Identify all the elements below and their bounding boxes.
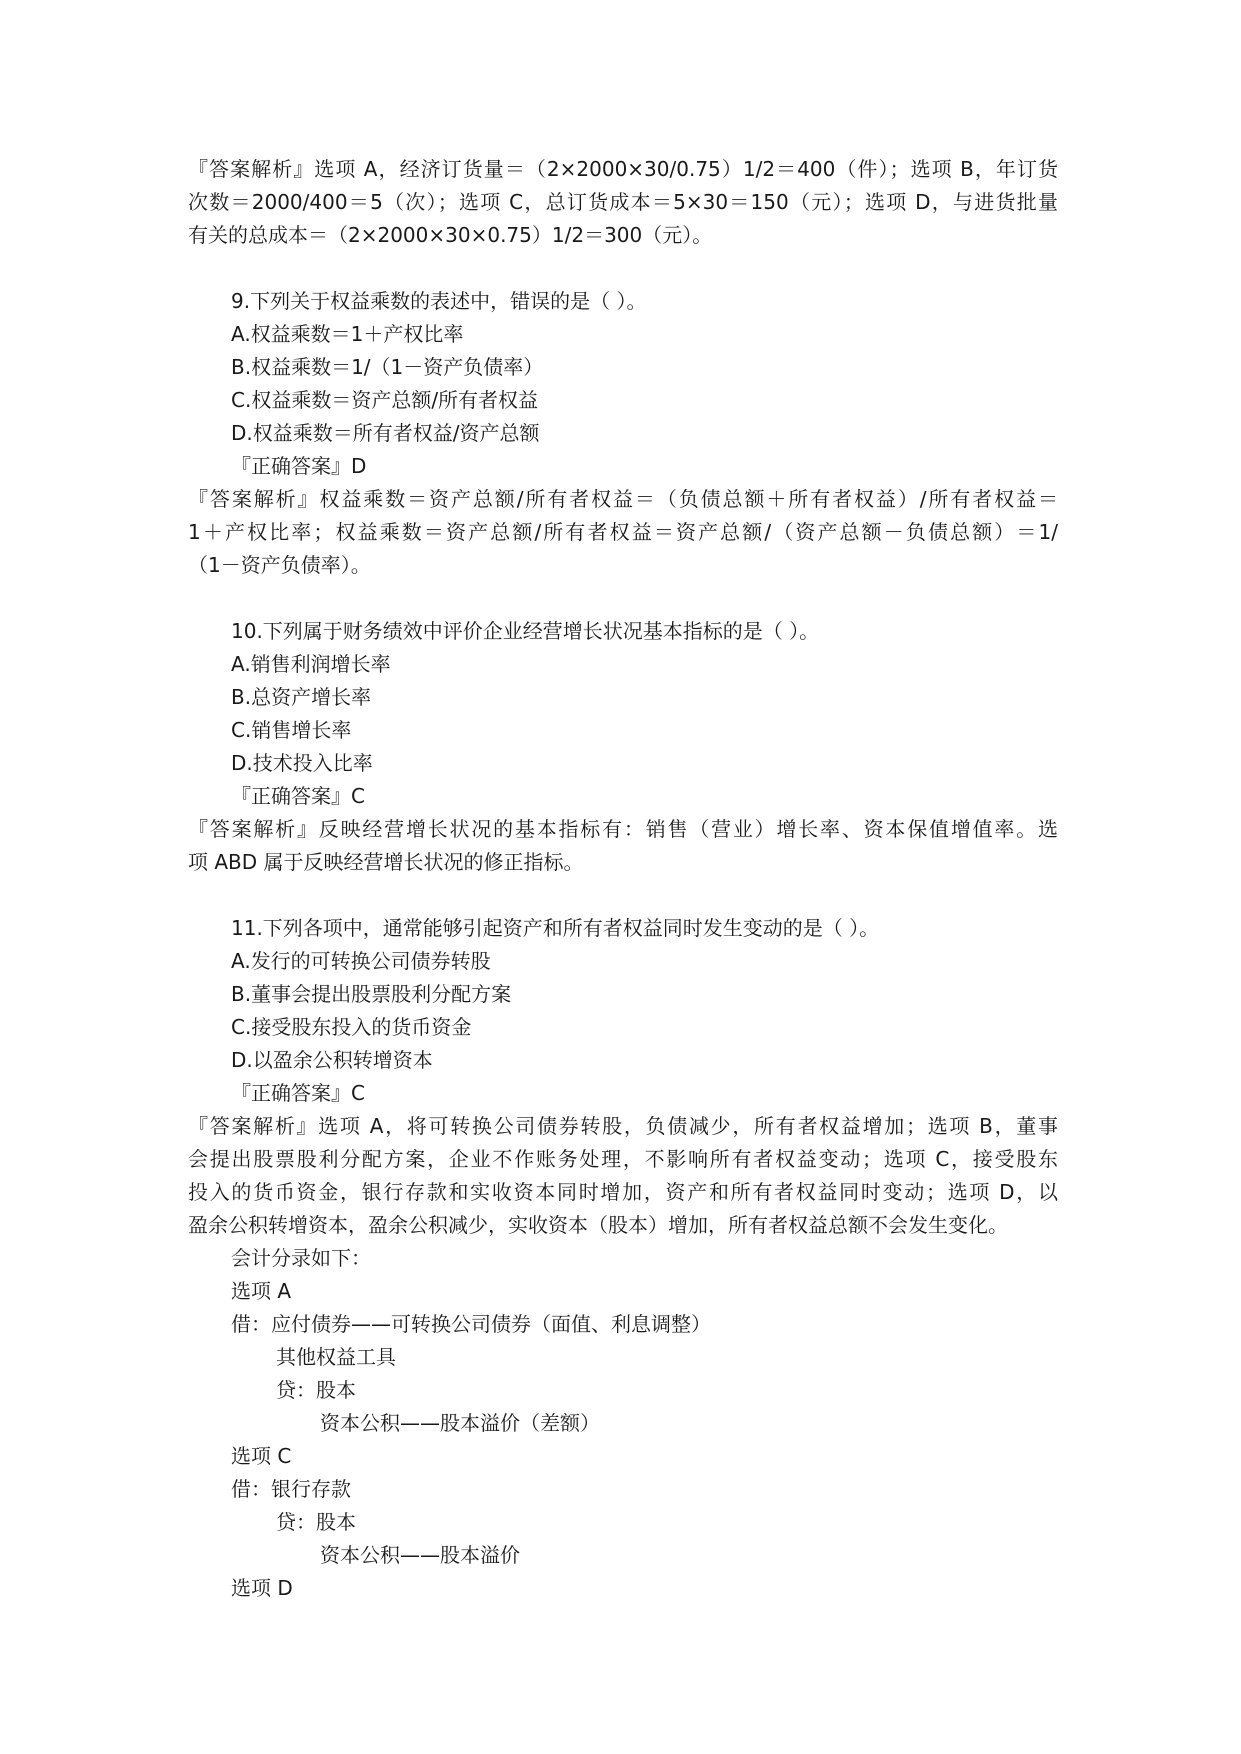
entry-a-label: 选项 A (231, 1279, 292, 1303)
q9-option-b: B.权益乘数＝1/（1－资产负债率） (231, 355, 544, 379)
q9-option-a: A.权益乘数＝1＋产权比率 (231, 322, 464, 346)
q9-option-c: C.权益乘数＝资产总额/所有者权益 (231, 388, 539, 412)
entry-a-credit-1: 贷：股本 (276, 1378, 356, 1402)
q11-analysis-line-1: 『答案解析』选项 A，将可转换公司债券转股，负债减少，所有者权益增加；选项 B，董事 (188, 1114, 1058, 1138)
q9-analysis-line-2: 1＋产权比率；权益乘数＝资产总额/所有者权益＝资产总额/（资产总额－负债总额）＝1/ (188, 520, 1058, 544)
q10-analysis-line-1: 『答案解析』反映经营增长状况的基本指标有：销售（营业）增长率、资本保值增值率。选 (188, 817, 1058, 841)
spacer (188, 879, 1058, 912)
q11-option-b: B.董事会提出股票股利分配方案 (231, 982, 512, 1006)
entry-c-label: 选项 C (231, 1444, 292, 1468)
spacer (188, 582, 1058, 615)
q11-analysis-line-4: 盈余公积转增资本，盈余公积减少，实收资本（股本）增加，所有者权益总额不会发生变化。 (188, 1213, 1008, 1237)
q10-option-a: A.销售利润增长率 (231, 652, 391, 676)
entry-a-debit-2: 其他权益工具 (276, 1345, 396, 1369)
entries-title: 会计分录如下： (231, 1246, 371, 1270)
entry-d-label: 选项 D (231, 1576, 293, 1600)
entry-c-credit-1: 贷：股本 (276, 1510, 356, 1534)
q10-question: 10.下列属于财务绩效中评价企业经营增长状况基本指标的是（ ）。 (231, 619, 820, 643)
spacer (188, 252, 1058, 285)
q10-analysis-line-2: 项 ABD 属于反映经营增长状况的修正指标。 (188, 850, 584, 874)
q11-option-d: D.以盈余公积转增资本 (231, 1048, 433, 1072)
q11-analysis-line-2: 会提出股票股利分配方案，企业不作账务处理，不影响所有者权益变动；选项 C，接受股东 (188, 1147, 1058, 1171)
q10-option-c: C.销售增长率 (231, 718, 352, 742)
entry-a-credit-2: 资本公积——股本溢价（差额） (320, 1411, 600, 1435)
q9-question: 9.下列关于权益乘数的表述中，错误的是（ ）。 (231, 289, 647, 313)
q9-option-d: D.权益乘数＝所有者权益/资产总额 (231, 421, 540, 445)
q11-analysis-line-3: 投入的货币资金，银行存款和实收资本同时增加，资产和所有者权益同时变动；选项 D，以 (188, 1180, 1058, 1204)
entry-c-credit-2: 资本公积——股本溢价 (320, 1543, 520, 1567)
q8-analysis-line-2: 次数＝2000/400＝5（次）；选项 C，总订货成本＝5×30＝150（元）；选项 D，与进货批量 (188, 190, 1058, 214)
q10-option-d: D.技术投入比率 (231, 751, 373, 775)
q8-analysis-line-1: 『答案解析』选项 A，经济订货量＝（2×2000×30/0.75）1/2＝400（件）；选项 B，年订货 (188, 157, 1058, 181)
q10-answer: 『正确答案』C (231, 784, 365, 808)
q9-answer: 『正确答案』D (231, 454, 367, 478)
q11-question: 11.下列各项中，通常能够引起资产和所有者权益同时发生变动的是（ ）。 (231, 916, 880, 940)
q11-option-a: A.发行的可转换公司债券转股 (231, 949, 491, 973)
q10-option-b: B.总资产增长率 (231, 685, 372, 709)
entry-c-debit-1: 借：银行存款 (231, 1477, 351, 1501)
q9-analysis-line-3: （1－资产负债率）。 (188, 553, 371, 577)
q8-analysis-line-3: 有关的总成本＝（2×2000×30×0.75）1/2＝300（元）。 (188, 223, 713, 247)
entry-a-debit-1: 借：应付债券——可转换公司债券（面值、利息调整） (231, 1312, 711, 1336)
q11-answer: 『正确答案』C (231, 1081, 365, 1105)
document-page (188, 153, 1058, 1605)
q9-analysis-line-1: 『答案解析』权益乘数＝资产总额/所有者权益＝（负债总额＋所有者权益）/所有者权益＝ (188, 487, 1058, 511)
q11-option-c: C.接受股东投入的货币资金 (231, 1015, 472, 1039)
